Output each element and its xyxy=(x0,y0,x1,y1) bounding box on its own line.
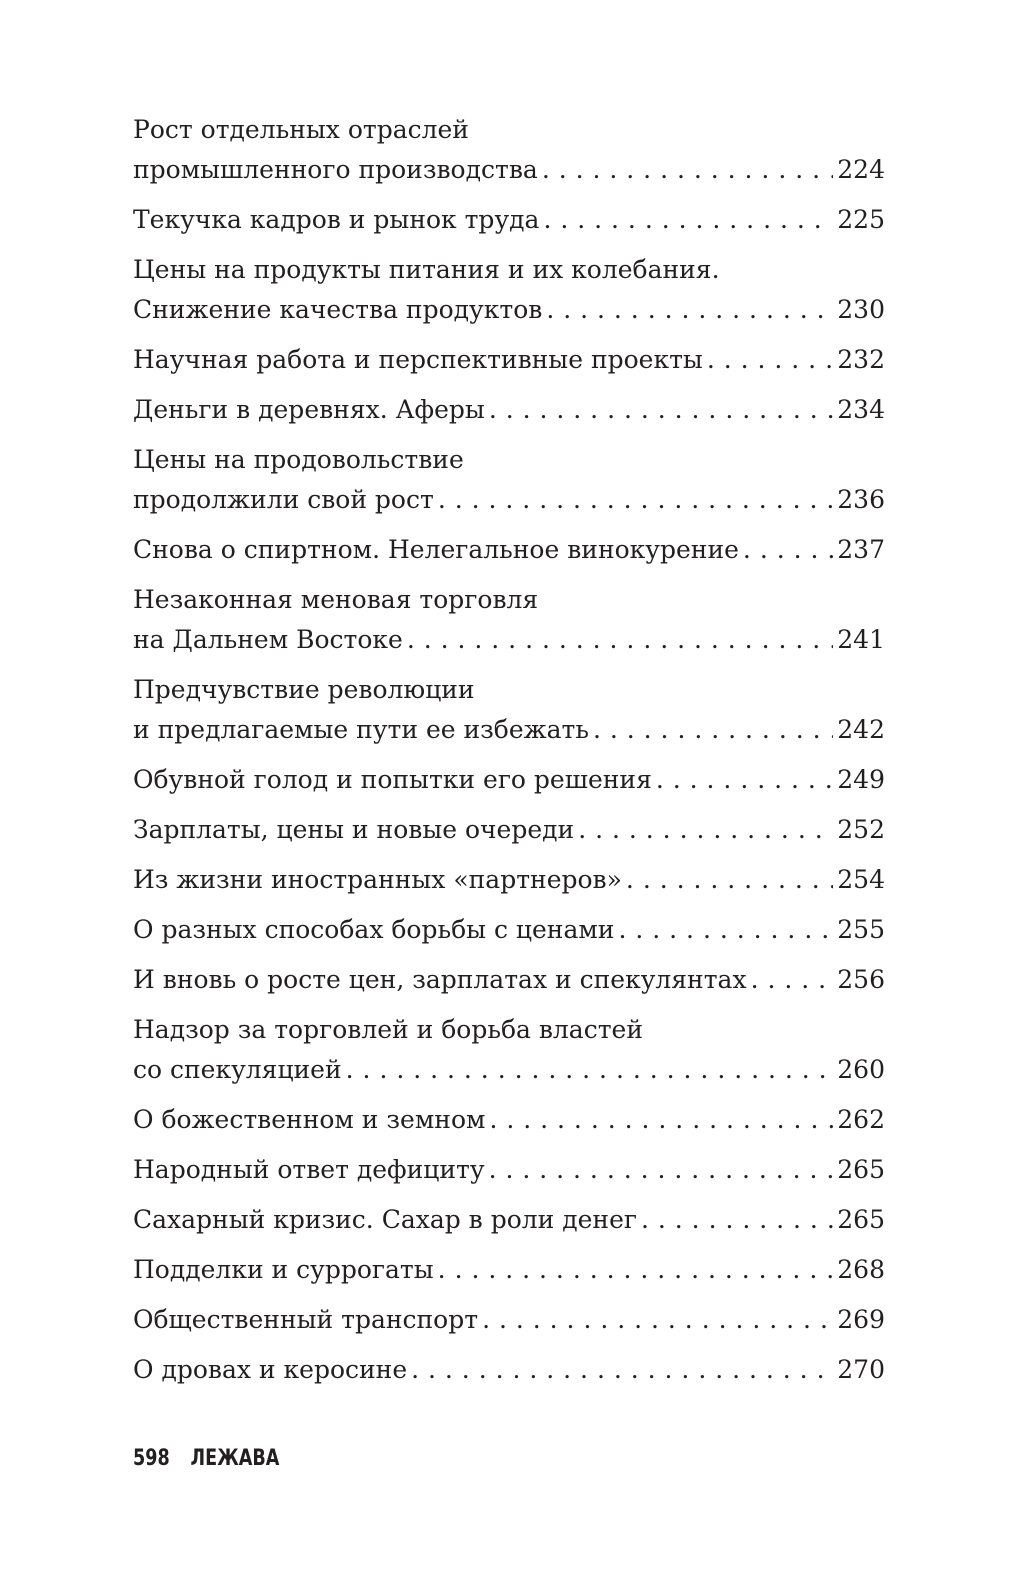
toc-entry-title: Научная работа и перспективные проекты xyxy=(133,345,703,374)
toc-entry-title: Снова о спиртном. Нелегальное винокурение xyxy=(133,535,739,564)
toc-entry xyxy=(133,670,885,750)
toc-page-number: 241 xyxy=(837,625,885,654)
dot-leader xyxy=(707,340,833,380)
toc-entry-title: Предчувствие революции xyxy=(133,675,475,704)
toc-page-number: 249 xyxy=(837,765,885,794)
toc-entry-line-with-page xyxy=(133,390,885,430)
toc-entry xyxy=(133,340,885,380)
toc-entry-title-line xyxy=(133,670,885,710)
toc-entry-line-with-page xyxy=(133,620,885,660)
dot-leader xyxy=(618,910,833,950)
dot-leader xyxy=(407,620,833,660)
toc-entry-line-with-page xyxy=(133,1050,885,1090)
toc-entry-title: Цены на продовольствие xyxy=(133,445,464,474)
toc-entry-line-with-page xyxy=(133,1250,885,1290)
toc-entry-title: Деньги в деревнях. Аферы xyxy=(133,395,485,424)
toc-entry-title: и предлагаемые пути ее избежать xyxy=(133,715,589,744)
dot-leader xyxy=(543,200,833,240)
toc-entry xyxy=(133,1010,885,1090)
toc-entry-line-with-page xyxy=(133,960,885,1000)
toc-entry xyxy=(133,1200,885,1240)
toc-entry-title-line xyxy=(133,440,885,480)
dot-leader xyxy=(546,290,833,330)
toc-entry-line-with-page xyxy=(133,480,885,520)
toc-entry-title: на Дальнем Востоке xyxy=(133,625,403,654)
dot-leader xyxy=(489,1100,833,1140)
toc-entry-title: О божественном и земном xyxy=(133,1105,486,1134)
toc-entry-title: со спекуляцией xyxy=(133,1055,342,1084)
toc-entry-title: промышленного производства xyxy=(133,155,538,184)
toc-entry-line-with-page xyxy=(133,810,885,850)
toc-entry-title: Народный ответ дефициту xyxy=(133,1155,485,1184)
toc-entry-line-with-page xyxy=(133,760,885,800)
toc-entry xyxy=(133,1100,885,1140)
toc-page-number: 252 xyxy=(837,815,885,844)
toc-entry-title: Рост отдельных отраслей xyxy=(133,115,469,144)
toc-entry xyxy=(133,1350,885,1390)
toc-entry-line-with-page xyxy=(133,530,885,570)
page-footer xyxy=(133,1446,300,1471)
toc-entry-line-with-page xyxy=(133,200,885,240)
toc-entry-line-with-page xyxy=(133,1350,885,1390)
toc-page-number: 265 xyxy=(837,1155,885,1184)
toc-page-number: 230 xyxy=(837,295,885,324)
toc-page-number: 268 xyxy=(837,1255,885,1284)
toc-entry-line-with-page xyxy=(133,1150,885,1190)
toc-entry-title-line xyxy=(133,250,885,290)
toc-entry xyxy=(133,200,885,240)
running-head: ЛЕЖАВА xyxy=(190,1446,280,1471)
dot-leader xyxy=(438,480,833,520)
toc-entry xyxy=(133,810,885,850)
toc-page-number: 269 xyxy=(837,1305,885,1334)
toc-page-number: 265 xyxy=(837,1205,885,1234)
toc-entry-title: О дровах и керосине xyxy=(133,1355,408,1384)
toc-page-number: 234 xyxy=(837,395,885,424)
toc-page-number: 242 xyxy=(837,715,885,744)
toc-entry-title: Снижение качества продуктов xyxy=(133,295,543,324)
dot-leader xyxy=(641,1200,833,1240)
toc-page-number: 270 xyxy=(837,1355,885,1384)
toc-entry xyxy=(133,1300,885,1340)
dot-leader xyxy=(346,1050,834,1090)
toc-entry-line-with-page xyxy=(133,340,885,380)
toc-entry xyxy=(133,760,885,800)
toc-entry xyxy=(133,960,885,1000)
toc-page-number: 262 xyxy=(837,1105,885,1134)
toc-entry-title: продолжили свой рост xyxy=(133,485,434,514)
toc-entry-title: И вновь о росте цен, зарплатах и спекулянтах xyxy=(133,965,747,994)
toc-entry xyxy=(133,530,885,570)
toc-entry xyxy=(133,1150,885,1190)
toc-entry-title: Незаконная меновая торговля xyxy=(133,585,539,614)
dot-leader xyxy=(626,860,833,900)
toc-entry xyxy=(133,440,885,520)
dot-leader xyxy=(482,1300,833,1340)
dot-leader xyxy=(542,150,833,190)
toc-entry-line-with-page xyxy=(133,1300,885,1340)
toc-page-number: 236 xyxy=(837,485,885,514)
toc-entry-title: Сахарный кризис. Сахар в роли денег xyxy=(133,1205,637,1234)
toc-entry-title-line xyxy=(133,110,885,150)
toc-entry-line-with-page xyxy=(133,910,885,950)
toc-entry-line-with-page xyxy=(133,150,885,190)
dot-leader xyxy=(411,1350,833,1390)
dot-leader xyxy=(578,810,833,850)
toc-page-number: 255 xyxy=(837,915,885,944)
toc-entry-title: Из жизни иностранных «партнеров» xyxy=(133,865,622,894)
toc-page-number: 232 xyxy=(837,345,885,374)
toc-page-number: 260 xyxy=(837,1055,885,1084)
toc-entry-title: Зарплаты, цены и новые очереди xyxy=(133,815,575,844)
toc-page-number: 224 xyxy=(837,155,885,184)
toc-entry-title: Подделки и суррогаты xyxy=(133,1255,434,1284)
toc-page-number: 254 xyxy=(837,865,885,894)
dot-leader xyxy=(743,530,833,570)
toc-entry-title-line xyxy=(133,580,885,620)
toc-entry-title-line xyxy=(133,1010,885,1050)
toc-entry-line-with-page xyxy=(133,290,885,330)
dot-leader xyxy=(593,710,833,750)
dot-leader xyxy=(489,390,833,430)
dot-leader xyxy=(438,1250,834,1290)
toc-entry-line-with-page xyxy=(133,710,885,750)
dot-leader xyxy=(489,1150,834,1190)
toc-entry xyxy=(133,390,885,430)
toc-entry xyxy=(133,910,885,950)
toc-entry xyxy=(133,110,885,190)
dot-leader xyxy=(751,960,834,1000)
toc-entry-line-with-page xyxy=(133,1200,885,1240)
toc-entry xyxy=(133,250,885,330)
toc-entry-title: О разных способах борьбы с ценами xyxy=(133,915,615,944)
toc-entry xyxy=(133,580,885,660)
page-number: 598 xyxy=(133,1446,170,1471)
table-of-contents xyxy=(133,110,885,1400)
toc-entry-title: Надзор за торговлей и борьба властей xyxy=(133,1015,643,1044)
toc-page-number: 256 xyxy=(837,965,885,994)
toc-entry xyxy=(133,1250,885,1290)
toc-page-number: 225 xyxy=(837,205,885,234)
dot-leader xyxy=(656,760,833,800)
toc-entry-line-with-page xyxy=(133,860,885,900)
toc-entry-title: Цены на продукты питания и их колебания. xyxy=(133,255,720,284)
toc-entry-title: Общественный транспорт xyxy=(133,1305,479,1334)
toc-entry-line-with-page xyxy=(133,1100,885,1140)
toc-entry-title: Текучка кадров и рынок труда xyxy=(133,205,540,234)
toc-page-number: 237 xyxy=(837,535,885,564)
toc-entry xyxy=(133,860,885,900)
toc-entry-title: Обувной голод и попытки его решения xyxy=(133,765,652,794)
